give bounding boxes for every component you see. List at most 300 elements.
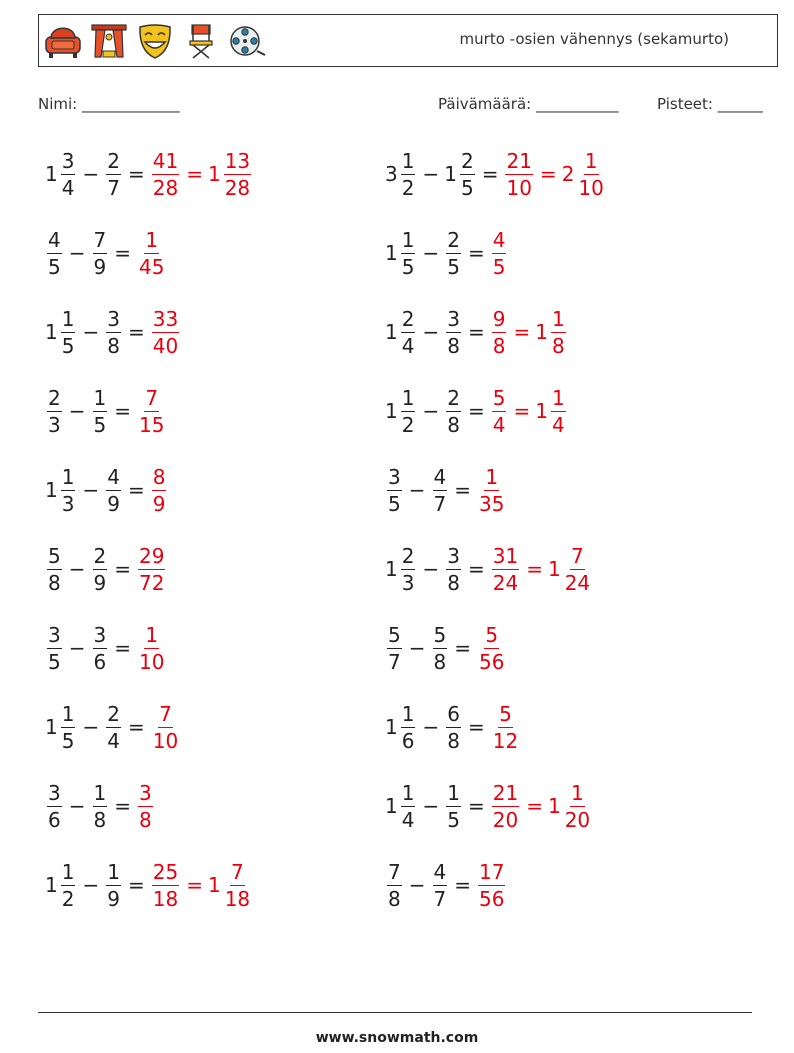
equals-sign: = bbox=[481, 162, 499, 186]
answer-improper-fraction bbox=[492, 545, 519, 594]
answer-improper-numerator: 8 bbox=[152, 464, 166, 489]
minuend-denominator: 5 bbox=[401, 254, 415, 279]
subtrahend-numerator: 3 bbox=[447, 543, 460, 568]
minuend-numerator: 7 bbox=[388, 859, 401, 884]
theater-stage-icon bbox=[89, 21, 129, 61]
answer-improper-denominator: 20 bbox=[492, 807, 519, 832]
answer-improper-denominator: 8 bbox=[139, 807, 152, 832]
answer-equals-sign: = bbox=[186, 162, 203, 186]
subtrahend-denominator: 8 bbox=[447, 570, 460, 595]
answer-mixed-numerator: 1 bbox=[571, 780, 584, 805]
minuend-fraction bbox=[401, 545, 416, 594]
subtrahend-fraction bbox=[433, 861, 448, 910]
answer-improper-fraction bbox=[478, 466, 505, 515]
subtrahend-denominator: 9 bbox=[93, 570, 107, 595]
subtrahend-whole: 1 bbox=[444, 162, 457, 186]
minuend-whole: 1 bbox=[385, 557, 398, 581]
minuend-denominator: 4 bbox=[401, 807, 415, 832]
minuend-fraction bbox=[401, 703, 416, 752]
answer-mixed-numerator: 1 bbox=[551, 385, 565, 410]
minus-sign: − bbox=[422, 399, 440, 423]
subtrahend-fraction bbox=[106, 466, 121, 515]
subtrahend-denominator: 5 bbox=[93, 412, 107, 437]
equals-sign: = bbox=[127, 478, 145, 502]
footer-divider bbox=[38, 1012, 752, 1013]
problem-row bbox=[45, 775, 155, 837]
answer-mixed-whole: 1 bbox=[547, 794, 561, 818]
minuend-denominator: 6 bbox=[48, 807, 61, 832]
answer-improper-numerator: 29 bbox=[139, 543, 165, 568]
answer-improper-numerator: 9 bbox=[492, 306, 506, 331]
minuend-fraction bbox=[47, 545, 62, 594]
answer bbox=[150, 861, 253, 910]
subtrahend-fraction bbox=[446, 782, 461, 831]
minus-sign: − bbox=[82, 162, 100, 186]
answer bbox=[136, 387, 167, 436]
subtrahend-denominator: 9 bbox=[93, 254, 107, 279]
equals-sign: = bbox=[114, 557, 131, 581]
subtrahend-numerator: 7 bbox=[93, 227, 107, 252]
equals-sign: = bbox=[114, 636, 131, 660]
answer-improper-numerator: 7 bbox=[145, 385, 159, 410]
minus-sign: − bbox=[68, 794, 86, 818]
answer-improper-numerator: 7 bbox=[159, 701, 172, 726]
subtrahend-numerator: 1 bbox=[93, 780, 107, 805]
equals-sign: = bbox=[467, 794, 485, 818]
answer-improper-numerator: 41 bbox=[152, 148, 179, 173]
problem-row bbox=[385, 538, 593, 600]
minus-sign: − bbox=[422, 320, 440, 344]
minuend-whole: 1 bbox=[45, 478, 58, 502]
minuend-fraction bbox=[61, 466, 76, 515]
answer-improper-fraction bbox=[492, 387, 507, 436]
minus-sign: − bbox=[68, 399, 86, 423]
subtrahend-fraction bbox=[446, 308, 461, 357]
subtrahend-fraction bbox=[93, 229, 108, 278]
subtrahend-fraction bbox=[106, 861, 121, 910]
answer-improper-denominator: 10 bbox=[139, 649, 165, 674]
problem-row bbox=[385, 696, 521, 758]
minuend-fraction bbox=[401, 782, 416, 831]
minus-sign: − bbox=[408, 636, 426, 660]
answer bbox=[490, 545, 593, 594]
minuend-fraction bbox=[387, 861, 402, 910]
answer-improper-fraction bbox=[478, 624, 505, 673]
minuend-fraction bbox=[401, 308, 416, 357]
answer-mixed-denominator: 24 bbox=[564, 570, 591, 595]
minuend-denominator: 5 bbox=[48, 649, 61, 674]
worksheet-title: murto -osien vähennys (sekamurto) bbox=[459, 30, 729, 48]
minus-sign: − bbox=[408, 478, 426, 502]
answer-mixed-fraction bbox=[551, 387, 566, 436]
minuend-numerator: 1 bbox=[401, 227, 415, 252]
subtrahend-numerator: 5 bbox=[433, 622, 447, 647]
subtrahend-fraction bbox=[446, 545, 461, 594]
subtrahend-denominator: 9 bbox=[107, 886, 120, 911]
minuend-numerator: 3 bbox=[48, 780, 61, 805]
subtrahend-numerator: 3 bbox=[107, 306, 120, 331]
answer-mixed-numerator: 7 bbox=[231, 859, 244, 884]
footer-url: www.snowmath.com bbox=[315, 1030, 479, 1046]
answer-improper-fraction bbox=[152, 861, 179, 910]
minus-sign: − bbox=[408, 873, 426, 897]
minuend-numerator: 5 bbox=[388, 622, 401, 647]
equals-sign: = bbox=[454, 873, 471, 897]
answer-improper-fraction bbox=[138, 545, 165, 594]
subtrahend-numerator: 4 bbox=[433, 859, 447, 884]
answer-improper-denominator: 10 bbox=[152, 728, 179, 753]
equals-sign: = bbox=[467, 557, 485, 581]
problem-row bbox=[385, 854, 507, 916]
problem-row bbox=[45, 696, 181, 758]
minuend-fraction bbox=[401, 150, 416, 199]
answer bbox=[490, 387, 568, 436]
answer-improper-numerator: 1 bbox=[485, 464, 499, 489]
problem-row bbox=[385, 775, 593, 837]
answer-mixed-numerator: 7 bbox=[571, 543, 584, 568]
minus-sign: − bbox=[82, 873, 100, 897]
answer-improper-numerator: 5 bbox=[485, 622, 499, 647]
equals-sign: = bbox=[127, 162, 145, 186]
minuend-numerator: 1 bbox=[401, 148, 415, 173]
answer-improper-numerator: 5 bbox=[499, 701, 512, 726]
answer-improper-denominator: 72 bbox=[139, 570, 165, 595]
equals-sign: = bbox=[467, 715, 485, 739]
answer-improper-fraction bbox=[138, 387, 165, 436]
subtrahend-numerator: 6 bbox=[447, 701, 460, 726]
answer-improper-fraction bbox=[152, 150, 179, 199]
minus-sign: − bbox=[422, 557, 440, 581]
minuend-whole: 1 bbox=[385, 794, 398, 818]
subtrahend-fraction bbox=[433, 624, 448, 673]
problem-row bbox=[385, 617, 507, 679]
minuend-denominator: 5 bbox=[61, 333, 75, 358]
minuend-fraction bbox=[61, 861, 76, 910]
answer-improper-numerator: 3 bbox=[139, 780, 152, 805]
minuend-fraction bbox=[47, 782, 62, 831]
answer-equals-sign: = bbox=[539, 162, 557, 186]
problem-row bbox=[45, 222, 167, 284]
answer-improper-numerator: 1 bbox=[145, 227, 159, 252]
minuend-numerator: 2 bbox=[401, 306, 415, 331]
answer-improper-denominator: 28 bbox=[152, 175, 179, 200]
minuend-whole: 1 bbox=[45, 162, 58, 186]
answer-improper-numerator: 4 bbox=[492, 227, 506, 252]
answer-improper-denominator: 15 bbox=[139, 412, 165, 437]
minuend-numerator: 5 bbox=[48, 543, 61, 568]
minuend-numerator: 1 bbox=[401, 701, 415, 726]
answer-improper-fraction bbox=[152, 466, 167, 515]
subtrahend-numerator: 4 bbox=[433, 464, 447, 489]
equals-sign: = bbox=[454, 636, 471, 660]
director-chair-icon bbox=[181, 21, 221, 61]
equals-sign: = bbox=[114, 241, 131, 265]
problem-row bbox=[385, 143, 607, 205]
name-field: Nimi: _____________ bbox=[38, 95, 180, 113]
minuend-whole: 1 bbox=[45, 715, 58, 739]
subtrahend-numerator: 3 bbox=[447, 306, 460, 331]
answer-mixed-denominator: 18 bbox=[224, 886, 251, 911]
answer bbox=[150, 308, 181, 357]
subtrahend-denominator: 6 bbox=[93, 649, 107, 674]
answer-equals-sign: = bbox=[186, 873, 203, 897]
score-field: Pisteet: ______ bbox=[657, 95, 763, 113]
answer-improper-denominator: 18 bbox=[152, 886, 179, 911]
answer-improper-denominator: 24 bbox=[492, 570, 519, 595]
answer-improper-numerator: 1 bbox=[145, 622, 159, 647]
answer-improper-fraction bbox=[152, 308, 179, 357]
minuend-whole: 1 bbox=[385, 715, 398, 739]
answer-improper-denominator: 9 bbox=[152, 491, 166, 516]
subtrahend-denominator: 7 bbox=[433, 491, 447, 516]
answer-improper-fraction bbox=[492, 782, 519, 831]
subtrahend-denominator: 4 bbox=[107, 728, 120, 753]
problem-row bbox=[385, 459, 507, 521]
subtrahend-denominator: 8 bbox=[447, 333, 460, 358]
subtrahend-fraction bbox=[446, 703, 461, 752]
equals-sign: = bbox=[127, 320, 145, 344]
minuend-numerator: 3 bbox=[61, 148, 75, 173]
answer-mixed-whole: 1 bbox=[547, 557, 561, 581]
answer-mixed-whole: 1 bbox=[535, 320, 548, 344]
minuend-denominator: 3 bbox=[48, 412, 61, 437]
answer-improper-fraction bbox=[478, 861, 505, 910]
minus-sign: − bbox=[422, 241, 440, 265]
minuend-numerator: 1 bbox=[61, 306, 75, 331]
subtrahend-numerator: 2 bbox=[107, 701, 120, 726]
answer-improper-denominator: 56 bbox=[479, 886, 505, 911]
answer bbox=[503, 150, 606, 199]
minuend-whole: 3 bbox=[385, 162, 398, 186]
answer bbox=[136, 782, 155, 831]
answer-mixed-fraction bbox=[224, 861, 251, 910]
subtrahend-fraction bbox=[93, 387, 108, 436]
answer-equals-sign: = bbox=[526, 794, 543, 818]
subtrahend-numerator: 2 bbox=[460, 148, 474, 173]
subtrahend-fraction bbox=[446, 387, 461, 436]
equals-sign: = bbox=[127, 715, 145, 739]
answer bbox=[490, 782, 593, 831]
answer-mixed-fraction bbox=[224, 150, 251, 199]
minuend-numerator: 1 bbox=[61, 701, 75, 726]
subtrahend-fraction bbox=[446, 229, 461, 278]
subtrahend-numerator: 2 bbox=[447, 227, 460, 252]
minuend-denominator: 2 bbox=[401, 412, 415, 437]
minuend-numerator: 1 bbox=[61, 859, 75, 884]
answer bbox=[136, 624, 167, 673]
minuend-whole: 1 bbox=[385, 320, 398, 344]
answer bbox=[136, 229, 167, 278]
equals-sign: = bbox=[114, 399, 131, 423]
minuend-denominator: 5 bbox=[48, 254, 61, 279]
subtrahend-fraction bbox=[433, 466, 448, 515]
answer bbox=[490, 703, 521, 752]
answer-improper-numerator: 17 bbox=[479, 859, 505, 884]
minus-sign: − bbox=[68, 241, 86, 265]
answer-mixed-fraction bbox=[564, 545, 591, 594]
minuend-fraction bbox=[387, 466, 402, 515]
minuend-denominator: 8 bbox=[48, 570, 61, 595]
answer-improper-denominator: 40 bbox=[152, 333, 179, 358]
minuend-fraction bbox=[61, 150, 76, 199]
minuend-numerator: 2 bbox=[48, 385, 61, 410]
minus-sign: − bbox=[82, 478, 100, 502]
minus-sign: − bbox=[68, 557, 86, 581]
problem-row bbox=[45, 459, 168, 521]
minuend-fraction bbox=[401, 229, 416, 278]
answer-improper-numerator: 21 bbox=[492, 780, 519, 805]
minuend-whole: 1 bbox=[45, 873, 58, 897]
minuend-denominator: 5 bbox=[388, 491, 401, 516]
minus-sign: − bbox=[422, 794, 440, 818]
problem-row bbox=[385, 380, 568, 442]
equals-sign: = bbox=[467, 241, 485, 265]
worksheet-header bbox=[38, 14, 778, 67]
subtrahend-numerator: 2 bbox=[107, 148, 120, 173]
answer-improper-denominator: 10 bbox=[506, 175, 532, 200]
subtrahend-denominator: 9 bbox=[107, 491, 120, 516]
minuend-fraction bbox=[47, 229, 62, 278]
answer-improper-denominator: 35 bbox=[479, 491, 505, 516]
minuend-whole: 1 bbox=[385, 241, 398, 265]
subtrahend-fraction bbox=[106, 150, 121, 199]
armchair-icon bbox=[43, 21, 83, 61]
subtrahend-fraction bbox=[93, 545, 108, 594]
problem-row bbox=[45, 301, 181, 363]
problem-row bbox=[45, 380, 167, 442]
answer-improper-fraction bbox=[505, 150, 532, 199]
minuend-denominator: 8 bbox=[388, 886, 401, 911]
minuend-denominator: 4 bbox=[401, 333, 415, 358]
minuend-fraction bbox=[61, 703, 76, 752]
minus-sign: − bbox=[82, 320, 100, 344]
subtrahend-denominator: 7 bbox=[107, 175, 120, 200]
minuend-denominator: 5 bbox=[61, 728, 75, 753]
equals-sign: = bbox=[467, 399, 485, 423]
subtrahend-denominator: 5 bbox=[460, 175, 474, 200]
answer-equals-sign: = bbox=[526, 557, 543, 581]
answer-improper-fraction bbox=[138, 624, 165, 673]
problem-row bbox=[385, 222, 508, 284]
answer-equals-sign: = bbox=[513, 320, 531, 344]
answer-improper-denominator: 8 bbox=[492, 333, 506, 358]
answer-mixed-whole: 1 bbox=[535, 399, 548, 423]
answer bbox=[150, 150, 253, 199]
problem-row bbox=[45, 854, 253, 916]
answer bbox=[150, 466, 169, 515]
minuend-fraction bbox=[61, 308, 76, 357]
answer-mixed-numerator: 1 bbox=[584, 148, 598, 173]
minuend-numerator: 1 bbox=[401, 385, 415, 410]
minuend-numerator: 3 bbox=[388, 464, 401, 489]
subtrahend-numerator: 3 bbox=[93, 622, 107, 647]
answer-improper-denominator: 4 bbox=[492, 412, 506, 437]
answer-improper-fraction bbox=[492, 308, 507, 357]
minuend-fraction bbox=[47, 624, 62, 673]
subtrahend-numerator: 2 bbox=[447, 385, 460, 410]
subtrahend-denominator: 5 bbox=[447, 807, 460, 832]
answer-mixed-numerator: 1 bbox=[551, 306, 565, 331]
answer-improper-fraction bbox=[492, 229, 507, 278]
subtrahend-denominator: 8 bbox=[447, 412, 460, 437]
answer-equals-sign: = bbox=[513, 399, 531, 423]
answer-mixed-denominator: 10 bbox=[578, 175, 604, 200]
subtrahend-denominator: 5 bbox=[447, 254, 460, 279]
subtrahend-denominator: 8 bbox=[433, 649, 447, 674]
minus-sign: − bbox=[68, 636, 86, 660]
answer-improper-denominator: 56 bbox=[479, 649, 505, 674]
answer-mixed-whole: 2 bbox=[561, 162, 575, 186]
answer-mixed-denominator: 20 bbox=[564, 807, 591, 832]
answer-improper-numerator: 31 bbox=[492, 543, 519, 568]
answer bbox=[136, 545, 167, 594]
problem-row bbox=[45, 143, 253, 205]
header-icons bbox=[43, 21, 267, 61]
answer bbox=[150, 703, 181, 752]
answer-mixed-denominator: 28 bbox=[224, 175, 251, 200]
equals-sign: = bbox=[127, 873, 145, 897]
subtrahend-numerator: 4 bbox=[107, 464, 120, 489]
subtrahend-denominator: 8 bbox=[107, 333, 120, 358]
subtrahend-fraction bbox=[106, 308, 121, 357]
answer-improper-denominator: 12 bbox=[492, 728, 519, 753]
answer bbox=[490, 229, 509, 278]
answer bbox=[490, 308, 568, 357]
minuend-numerator: 2 bbox=[401, 543, 415, 568]
minuend-fraction bbox=[401, 387, 416, 436]
answer-mixed-whole: 1 bbox=[207, 873, 221, 897]
subtrahend-denominator: 8 bbox=[93, 807, 107, 832]
answer-mixed-fraction bbox=[564, 782, 591, 831]
minus-sign: − bbox=[422, 715, 440, 739]
minuend-denominator: 6 bbox=[401, 728, 415, 753]
minuend-whole: 1 bbox=[45, 320, 58, 344]
minuend-numerator: 4 bbox=[48, 227, 61, 252]
minus-sign: − bbox=[82, 715, 100, 739]
answer-mixed-denominator: 4 bbox=[551, 412, 565, 437]
answer-mixed-numerator: 13 bbox=[224, 148, 251, 173]
subtrahend-numerator: 2 bbox=[93, 543, 107, 568]
answer bbox=[476, 624, 507, 673]
equals-sign: = bbox=[467, 320, 485, 344]
minuend-numerator: 3 bbox=[48, 622, 61, 647]
answer-improper-fraction bbox=[492, 703, 519, 752]
answer-improper-denominator: 5 bbox=[492, 254, 506, 279]
film-reel-icon bbox=[227, 21, 267, 61]
subtrahend-fraction bbox=[93, 782, 108, 831]
equals-sign: = bbox=[454, 478, 471, 502]
subtrahend-fraction bbox=[460, 150, 475, 199]
minuend-denominator: 7 bbox=[388, 649, 401, 674]
answer bbox=[476, 861, 507, 910]
problem-row bbox=[45, 538, 167, 600]
answer-improper-fraction bbox=[138, 782, 153, 831]
answer bbox=[476, 466, 507, 515]
subtrahend-denominator: 7 bbox=[433, 886, 447, 911]
minuend-denominator: 2 bbox=[401, 175, 415, 200]
subtrahend-fraction bbox=[93, 624, 108, 673]
subtrahend-fraction bbox=[106, 703, 121, 752]
answer-mixed-denominator: 8 bbox=[551, 333, 565, 358]
problem-row bbox=[45, 617, 167, 679]
equals-sign: = bbox=[114, 794, 131, 818]
minuend-denominator: 4 bbox=[61, 175, 75, 200]
minuend-whole: 1 bbox=[385, 399, 398, 423]
answer-improper-numerator: 25 bbox=[152, 859, 179, 884]
answer-mixed-fraction bbox=[551, 308, 566, 357]
subtrahend-numerator: 1 bbox=[447, 780, 460, 805]
answer-improper-numerator: 21 bbox=[506, 148, 532, 173]
